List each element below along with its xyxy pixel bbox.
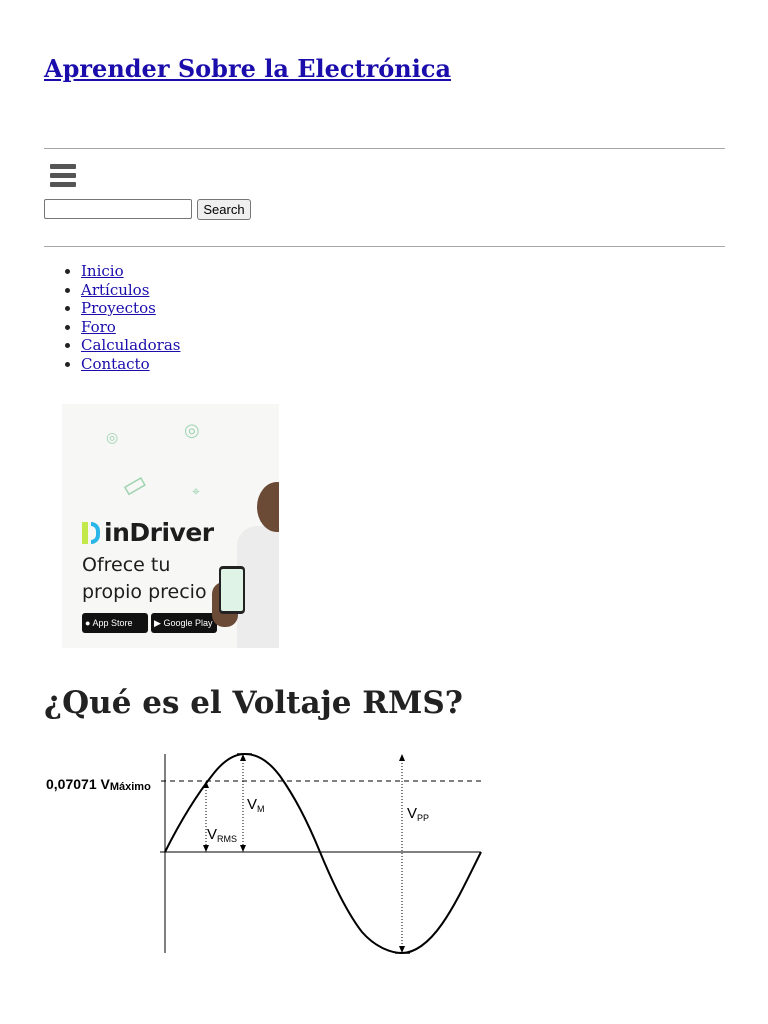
nav-link-foro[interactable]: Foro — [81, 317, 116, 336]
nav-link-contacto[interactable]: Contacto — [81, 354, 150, 373]
nav-item — [81, 336, 180, 355]
arrow-head — [203, 845, 209, 852]
ad-tagline-line2: propio precio — [82, 581, 207, 603]
coin-icon: ◎ — [106, 430, 119, 446]
vpp-label: $V_{PP}$ — [407, 805, 430, 823]
nav-item — [81, 281, 180, 300]
menu-bar — [50, 173, 76, 178]
app-store-label: App Store — [92, 618, 133, 628]
nav-item — [81, 262, 180, 281]
hamburger-menu-icon[interactable] — [50, 164, 76, 189]
nav-item — [81, 318, 180, 337]
ad-tagline — [82, 552, 207, 606]
vm-label: $V_M$ — [247, 796, 265, 814]
nav-item — [81, 299, 180, 318]
arrow-head — [240, 845, 246, 852]
article-heading: ¿Qué es el Voltaje RMS? — [44, 685, 463, 721]
ad-edge — [279, 404, 343, 420]
main-nav — [44, 262, 180, 373]
phone-icon — [219, 566, 245, 614]
sine-wave — [165, 754, 481, 953]
nav-link-articulos[interactable]: Artículos — [81, 280, 150, 299]
search-input[interactable] — [44, 199, 192, 219]
ad-brand-logo — [82, 518, 214, 547]
phone-doodle-icon: ▭ — [116, 465, 153, 505]
advertisement-banner[interactable] — [62, 404, 279, 648]
apple-icon: ● — [85, 618, 91, 628]
phone-screen — [221, 569, 243, 611]
nav-link-inicio[interactable]: Inicio — [81, 262, 124, 280]
search-button[interactable]: Search — [197, 199, 251, 220]
menu-bar — [50, 164, 76, 169]
pin-icon: ⌖ — [192, 484, 200, 500]
app-store-badge[interactable] — [82, 613, 148, 633]
vmax-label: 0,07071 VMáximo — [46, 776, 151, 793]
nav-link-calculadoras[interactable]: Calculadoras — [81, 336, 181, 354]
site-title-link[interactable]: Aprender Sobre la Electrónica — [44, 54, 451, 83]
nav-item — [81, 355, 180, 374]
rms-voltage-diagram — [44, 748, 494, 960]
ad-person-image — [207, 482, 279, 648]
google-play-label: Google Play — [163, 618, 213, 628]
menu-bar — [50, 182, 76, 187]
vrms-label: $V_{RMS}$ — [207, 826, 238, 844]
coin-icon: ◎ — [184, 420, 200, 441]
play-icon: ▶ — [154, 618, 161, 628]
ad-tagline-line1: Ofrece tu — [82, 554, 171, 576]
header-divider — [44, 148, 725, 149]
arrow-head — [399, 754, 405, 761]
nav-divider — [44, 246, 725, 247]
brand-mark-icon — [82, 522, 88, 544]
nav-link-proyectos[interactable]: Proyectos — [81, 299, 156, 317]
ad-brand-name: inDriver — [104, 518, 214, 547]
person-head — [257, 482, 279, 532]
brand-mark-icon — [91, 522, 100, 544]
